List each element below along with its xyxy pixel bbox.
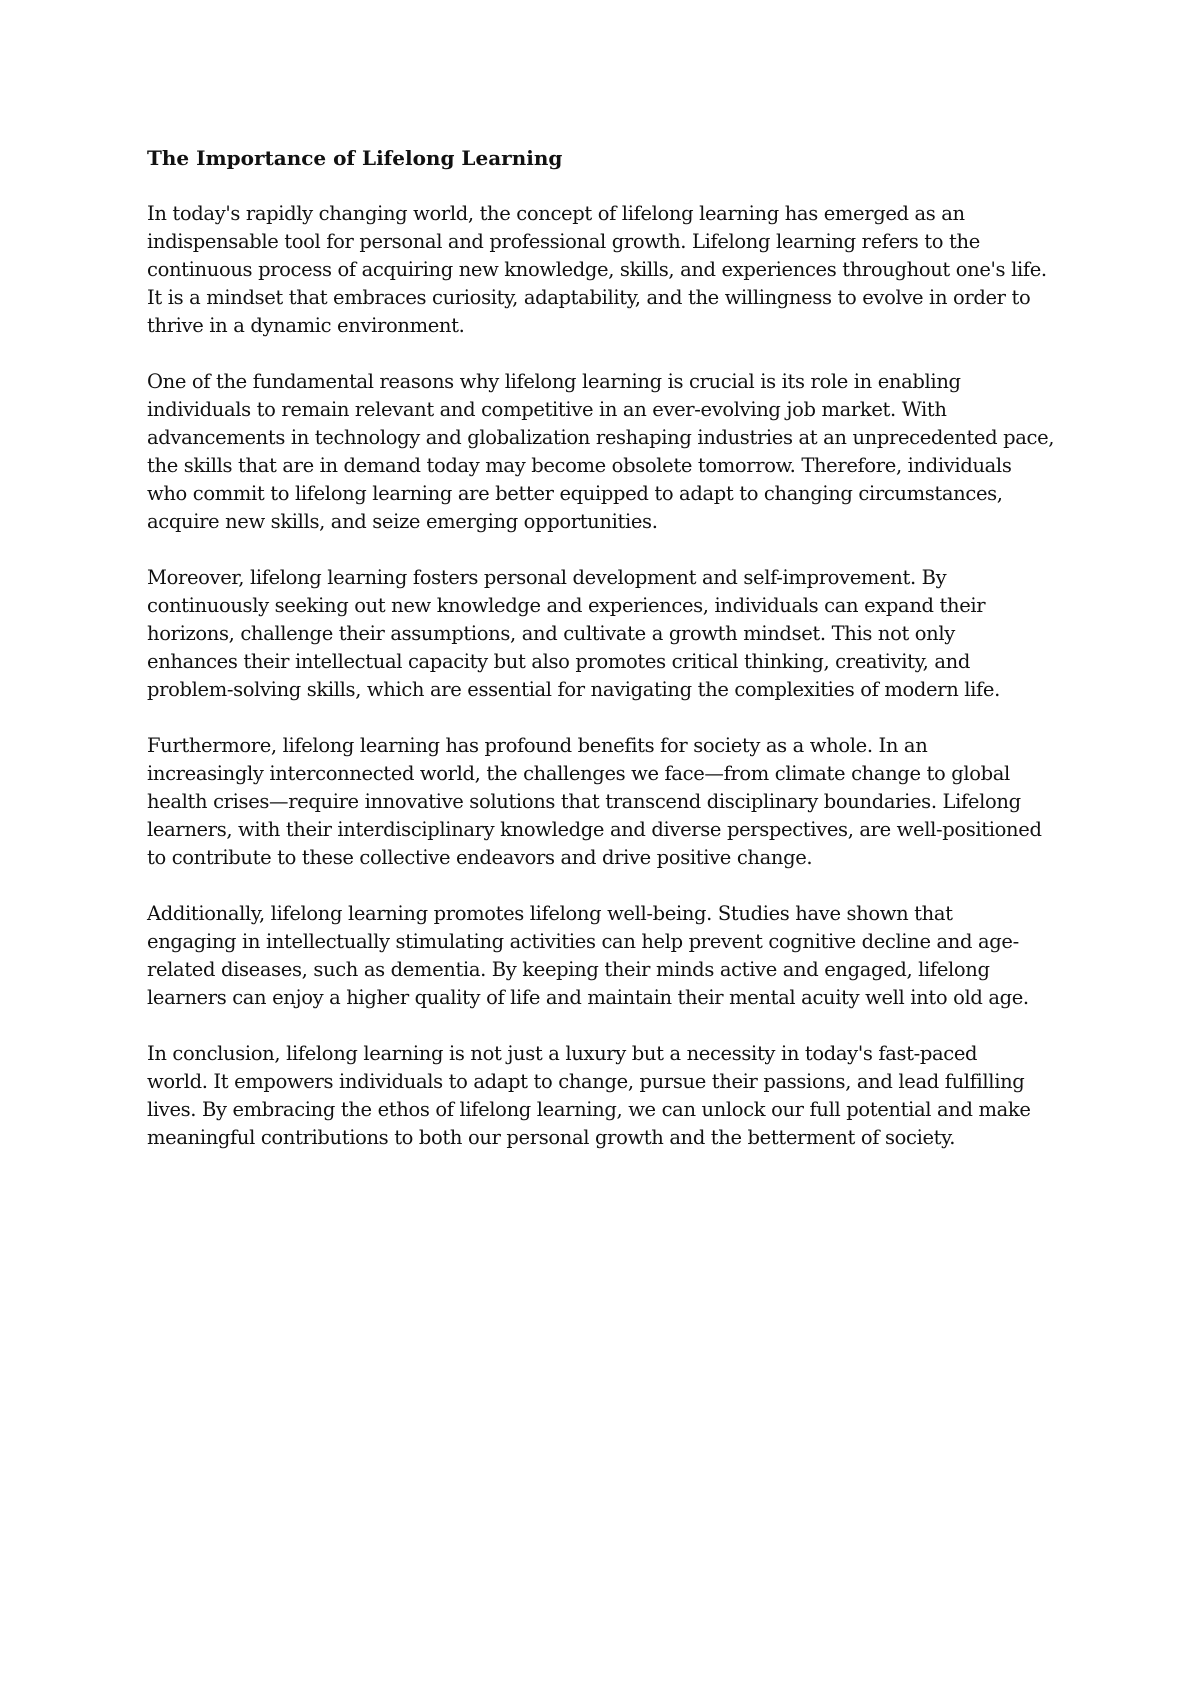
document-body bbox=[147, 144, 1067, 1180]
text-line: increasingly interconnected world, the challenges we face—from climate change to global bbox=[147, 762, 1010, 785]
text-line: In conclusion, lifelong learning is not just a luxury but a necessity in today's fast-paced bbox=[147, 1042, 978, 1065]
text-line: advancements in technology and globalization reshaping industries at an unprecedented pace, bbox=[147, 426, 1055, 449]
text-line: indispensable tool for personal and professional growth. Lifelong learning refers to the bbox=[147, 230, 980, 253]
paragraph bbox=[147, 200, 1067, 340]
text-line: continuous process of acquiring new knowledge, skills, and experiences throughout one's life. bbox=[147, 258, 1047, 281]
text-line: In today's rapidly changing world, the concept of lifelong learning has emerged as an bbox=[147, 202, 965, 225]
paragraph bbox=[147, 732, 1067, 872]
text-line: acquire new skills, and seize emerging opportunities. bbox=[147, 510, 658, 533]
text-line: One of the fundamental reasons why lifelong learning is crucial is its role in enabling bbox=[147, 370, 961, 393]
text-line: Additionally, lifelong learning promotes lifelong well-being. Studies have shown that bbox=[147, 902, 953, 925]
text-line: It is a mindset that embraces curiosity, adaptability, and the willingness to evolve in order to bbox=[147, 286, 1031, 309]
text-line: thrive in a dynamic environment. bbox=[147, 314, 465, 337]
text-line: learners can enjoy a higher quality of life and maintain their mental acuity well into old age. bbox=[147, 986, 1029, 1009]
paragraph bbox=[147, 900, 1067, 1012]
text-line: who commit to lifelong learning are better equipped to adapt to changing circumstances, bbox=[147, 482, 1003, 505]
text-line: to contribute to these collective endeavors and drive positive change. bbox=[147, 846, 813, 869]
text-line: world. It empowers individuals to adapt to change, pursue their passions, and lead fulfilling bbox=[147, 1070, 1025, 1093]
text-line: the skills that are in demand today may become obsolete tomorrow. Therefore, individuals bbox=[147, 454, 1012, 477]
text-line: continuously seeking out new knowledge and experiences, individuals can expand their bbox=[147, 594, 986, 617]
text-line: enhances their intellectual capacity but also promotes critical thinking, creativity, and bbox=[147, 650, 970, 673]
text-line: individuals to remain relevant and competitive in an ever-evolving job market. With bbox=[147, 398, 947, 421]
text-line: lives. By embracing the ethos of lifelong learning, we can unlock our full potential and make bbox=[147, 1098, 1031, 1121]
text-line: problem-solving skills, which are essential for navigating the complexities of modern life. bbox=[147, 678, 1000, 701]
text-line: Moreover, lifelong learning fosters personal development and self-improvement. By bbox=[147, 566, 947, 589]
text-line: meaningful contributions to both our personal growth and the betterment of society. bbox=[147, 1126, 956, 1149]
paragraph bbox=[147, 368, 1067, 536]
text-line: Furthermore, lifelong learning has profound benefits for society as a whole. In an bbox=[147, 734, 928, 757]
text-line: health crises—require innovative solutions that transcend disciplinary boundaries. Lifelong bbox=[147, 790, 1021, 813]
text-line: horizons, challenge their assumptions, and cultivate a growth mindset. This not only bbox=[147, 622, 955, 645]
text-line: learners, with their interdisciplinary knowledge and diverse perspectives, are well-positioned bbox=[147, 818, 1042, 841]
text-line: related diseases, such as dementia. By keeping their minds active and engaged, lifelong bbox=[147, 958, 990, 981]
text-line: engaging in intellectually stimulating activities can help prevent cognitive decline and age- bbox=[147, 930, 1019, 953]
paragraph bbox=[147, 564, 1067, 704]
paragraph bbox=[147, 1040, 1067, 1152]
document-title: The Importance of Lifelong Learning bbox=[147, 146, 563, 170]
